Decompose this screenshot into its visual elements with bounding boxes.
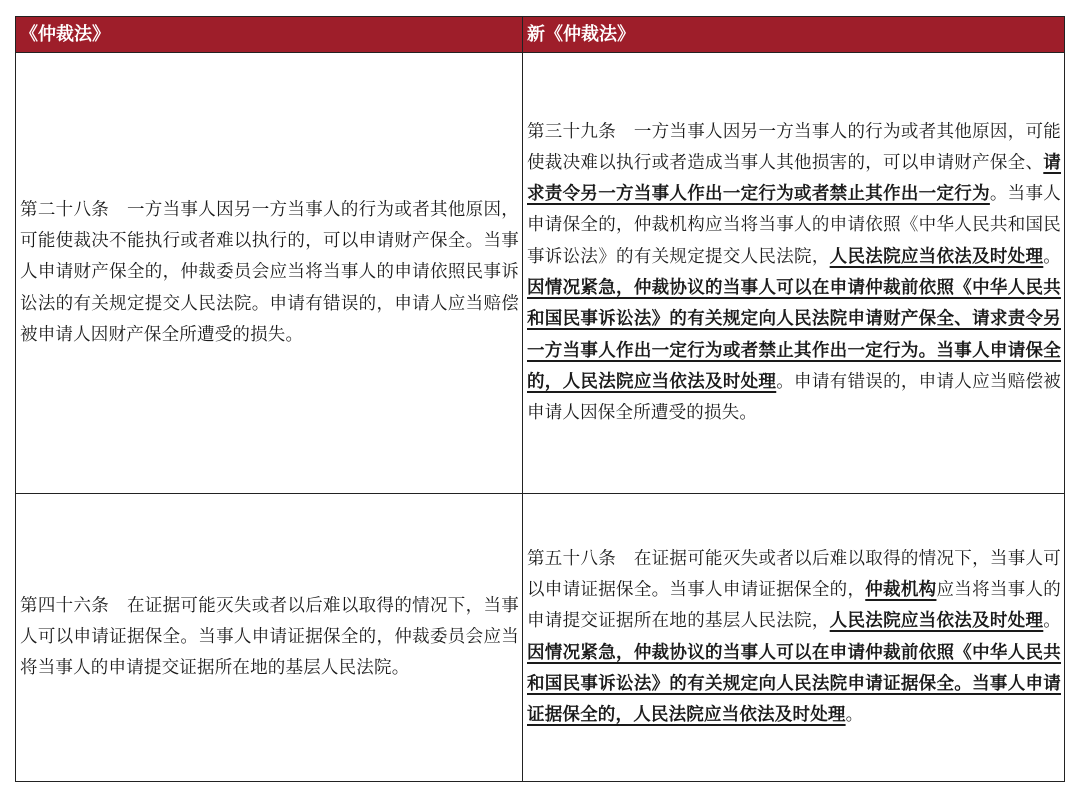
- header-row: [16, 17, 1065, 53]
- text-segment: 第三十九条 一方当事人因另一方当事人的行为或者其他原因，可能使裁决难以执行或者造成当事人其他损害的，可以申请财产保全、: [527, 121, 1061, 173]
- header-new-law: 新《仲裁法》: [523, 17, 1065, 53]
- amended-text-segment: 请求责令另一方当事人作出一定行为或者禁止其作出一定行为: [527, 152, 1061, 205]
- text-segment: 。: [845, 705, 864, 726]
- text-segment: 。: [1043, 246, 1061, 267]
- table-row: [16, 494, 1065, 782]
- new-article-58: [523, 494, 1065, 782]
- header-old-law: 《仲裁法》: [16, 17, 523, 53]
- law-comparison-table: [15, 16, 1065, 782]
- text-segment: 应当将当事人的申请提交证据所在地的基层人民法院，: [527, 579, 1061, 632]
- amended-text-segment: 因情况紧急，仲裁协议的当事人可以在申请仲裁前依照《中华人民共和国民事诉讼法》的有关规定向人民法院申请财产保全、请求责令另一方当事人作出一定行为或者禁止其作出一定行为。当事人申请保全的，人民法院应当依法及时处理: [527, 278, 1061, 392]
- amended-text-segment: 仲裁机构: [865, 579, 937, 600]
- text-segment: 。申请有错误的，申请人应当赔偿被申请人因保全所遭受的损失。: [527, 371, 1061, 424]
- old-article-46: 第四十六条 在证据可能灭失或者以后难以取得的情况下，当事人可以申请证据保全。当事人申请证据保全的，仲裁委员会应当将当事人的申请提交证据所在地的基层人民法院。: [16, 494, 523, 782]
- amended-text-segment: 人民法院应当依法及时处理: [829, 611, 1044, 632]
- table-row: [16, 53, 1065, 494]
- text-segment: 。: [1043, 611, 1061, 632]
- amended-text-segment: 因情况紧急，仲裁协议的当事人可以在申请仲裁前依照《中华人民共和国民事诉讼法》的有关规定向人民法院申请证据保全。当事人申请证据保全的，人民法院应当依法及时处理: [527, 642, 1061, 726]
- old-article-28: 第二十八条 一方当事人因另一方当事人的行为或者其他原因，可能使裁决不能执行或者难以执行的，可以申请财产保全。当事人申请财产保全的，仲裁委员会应当将当事人的申请依照民事诉讼法的有关规定提交人民法院。申请有错误的，申请人应当赔偿被申请人因财产保全所遭受的损失。: [16, 53, 523, 494]
- amended-text-segment: 人民法院应当依法及时处理: [829, 246, 1044, 267]
- text-segment: 第五十八条 在证据可能灭失或者以后难以取得的情况下，当事人可以申请证据保全。当事人申请证据保全的，: [527, 548, 1061, 600]
- text-segment: 。当事人申请保全的，仲裁机构应当将当事人的申请依照《中华人民共和国民事诉讼法》的有关规定提交人民法院，: [527, 184, 1061, 267]
- new-article-39: [523, 53, 1065, 494]
